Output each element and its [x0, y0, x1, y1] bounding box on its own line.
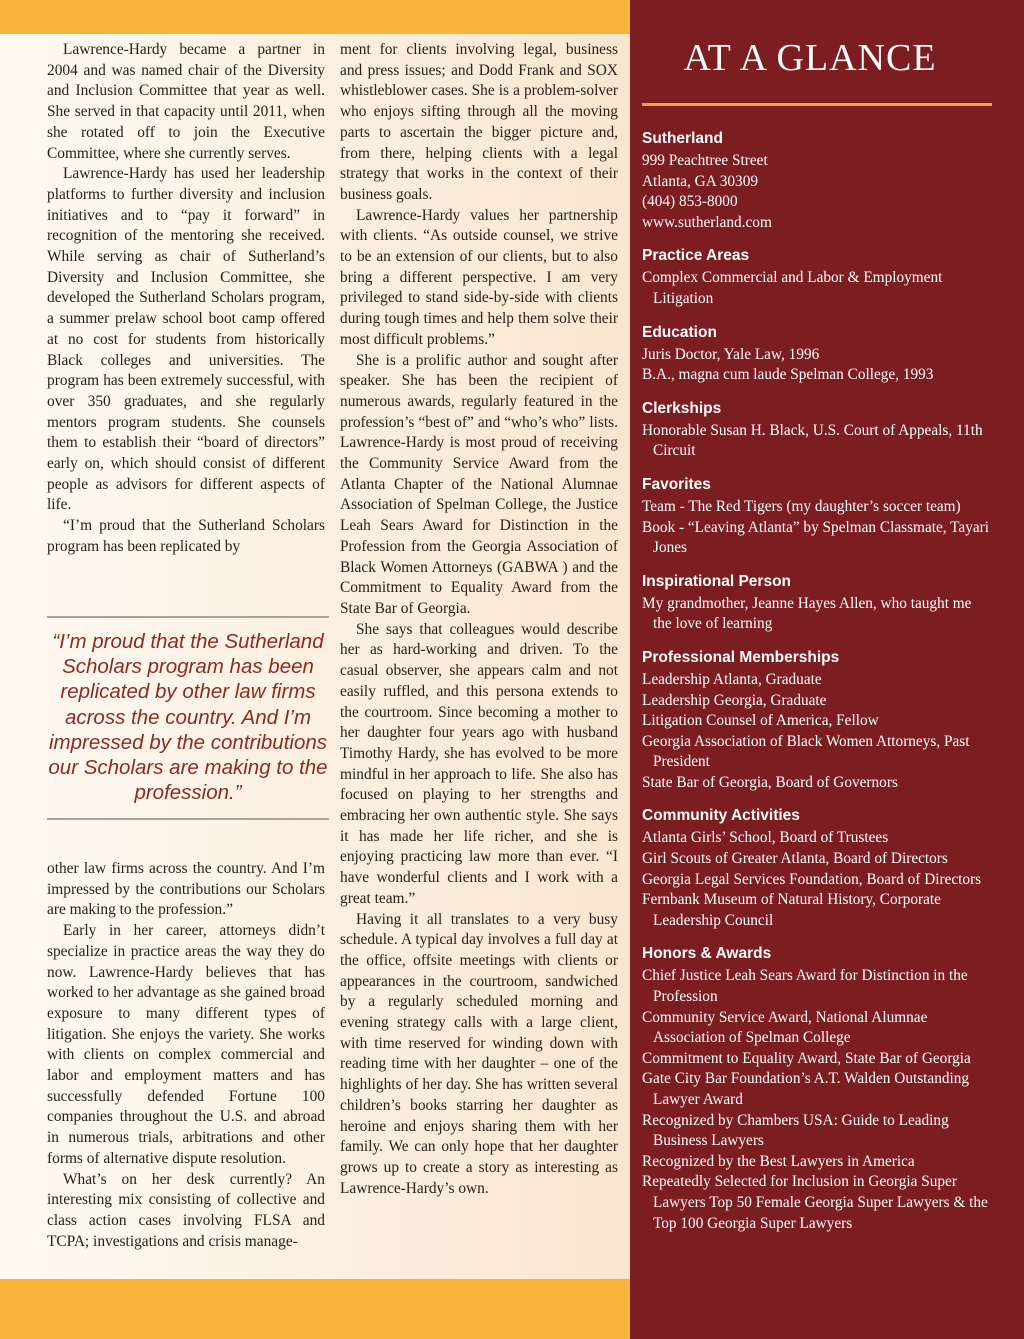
fact-heading: Professional Memberships [642, 648, 840, 666]
fact-line: Girl Scouts of Greater Atlanta, Board of Directors [642, 850, 948, 868]
article-column-1-top [47, 40, 325, 558]
fact-heading: Sutherland [642, 130, 723, 147]
paragraph: Early in her career, attorneys didn’t specialize in practice areas the way they do now. Lawrence-Hardy believes that has worked to her advantage as she gained broad exposure to many different types of litigation. She enjoys the variety. She works with clients on complex commercial and labor and employment matters and has successfully defended Fortune 100 companies throughout the U.S. and abroad in numerous trials, arbitrations and other forms of alternative dispute resolution. [47, 922, 325, 1167]
fact-line: Chief Justice Leah Sears Award for Distinction in the Profession [642, 967, 968, 1006]
fact-line: Litigation Counsel of America, Fellow [642, 712, 879, 730]
top-color-band [0, 0, 630, 34]
fact-section [642, 647, 992, 794]
fact-section [642, 805, 992, 931]
fact-line: My grandmother, Jeanne Hayes Allen, who taught me the love of learning [642, 594, 972, 633]
paragraph-continued: ment for clients involving legal, business and press issues; and Dodd Frank and SOX whistleblower cases. She is a problem-solver who enjoys sifting through all the moving parts to ascertain the bigger picture and, from there, helping clients with a legal strategy that works in the context of their business goals. [340, 41, 618, 203]
fact-line: Recognized by Chambers USA: Guide to Leading Business Lawyers [642, 1111, 949, 1150]
fact-line: Georgia Legal Services Foundation, Board of Directors [642, 870, 982, 888]
fact-line: B.A., magna cum laude Spelman College, 1993 [642, 366, 934, 384]
fact-line: Recognized by the Best Lawyers in America [642, 1152, 915, 1170]
paragraph: Lawrence-Hardy values her partnership with clients. “As outside counsel, we strive to be an extension of our clients, but to also bring a different perspective. I am very privileged to stand side-by-side with clients during tough times and help them solve their most difficult problems.” [340, 206, 618, 348]
fact-heading: Inspirational Person [642, 572, 792, 590]
article-column-1-bottom [47, 859, 325, 1252]
fact-section [642, 128, 992, 233]
paragraph: Having it all translates to a very busy schedule. A typical day involves a full day at the office, offsite meetings with clients or appearances in the courtroom, sandwiched by a regularly scheduled morning and evening strategy calls with a large client, with time reserved for winding down with reading time with her daughter – one of the highlights of her day. She has written several children’s books starring her daughter as heroine and enjoys sharing them with her family. We can only hope that her daughter grows up to create a story as interesting as Lawrence-Hardy’s own. [340, 910, 618, 1197]
fact-section [642, 245, 992, 309]
fact-heading: Clerkships [642, 399, 722, 417]
fact-line: Community Service Award, National Alumnae Association of Spelman College [642, 1008, 928, 1047]
article-column-2 [340, 40, 618, 1199]
fact-section [642, 322, 992, 386]
fact-line: Repeatedly Selected for Inclusion in Georgia Super Lawyers Top 50 Female Georgia Super Lawyers & the Top 100 Georgia Super Lawyers [642, 1173, 988, 1232]
paragraph: Lawrence-Hardy has used her leadership platforms to further diversity and inclusion initiatives and to “pay it forward” in recognition of the mentoring she received. While serving as chair of Sutherland’s Diversity and Inclusion Committee, she developed the Sutherland Scholars program, a summer prelaw school boot camp offered at no cost for students from historically Black colleges and universities. The program has been extremely successful, with over 350 graduates, and she regularly mentors program students. She counsels them to establish their “board of directors” early on, which should consist of different people as advisors for different aspects of life. [47, 165, 325, 514]
fact-line: 999 Peachtree Street [642, 152, 768, 169]
fact-section [642, 943, 992, 1234]
fact-line: (404) 853-8000 [642, 193, 738, 211]
fact-line: Complex Commercial and Labor & Employment Litigation [642, 269, 943, 307]
fact-line: Team - The Red Tigers (my daughter’s soccer team) [642, 497, 961, 515]
fact-section [642, 474, 992, 559]
fact-heading: Education [642, 323, 717, 341]
bottom-color-band [0, 1279, 630, 1339]
paragraph-continued: other law firms across the country. And I’m impressed by the contributions our Scholars are making to the profession.” [47, 860, 325, 919]
fact-line: Honorable Susan H. Black, U.S. Court of Appeals, 11th Circuit [642, 421, 983, 460]
fact-line: Juris Doctor, Yale Law, 1996 [642, 345, 820, 363]
fact-section [642, 398, 992, 462]
fact-heading: Honors & Awards [642, 945, 772, 963]
fact-line: www.sutherland.com [642, 213, 772, 231]
fact-line: Atlanta Girls’ School, Board of Trustees [642, 829, 889, 847]
fact-line: Georgia Association of Black Women Attorneys, Past President [642, 732, 970, 771]
fact-line: Leadership Atlanta, Graduate [642, 670, 822, 688]
paragraph: She says that colleagues would describe her as hard-working and driven. To the casual observer, she appears calm and not easily ruffled, and this persona extends to the courtroom. Since becoming a mother to her daughter four years ago with husband Timothy Hardy, she has evolved to be more mindful in her approach to life. She also has focused on playing to her strengths and embracing her own authentic style. She says it has made her life richer, and she is enjoying practicing law more than ever. “I have wonderful clients and I work with a great team.” [340, 620, 618, 907]
paragraph: What’s on her desk currently? An interesting mix consisting of collective and class action cases involving FLSA and TCPA; investigations and crisis manage- [47, 1170, 325, 1250]
paragraph: She is a prolific author and sought after speaker. She has been the recipient of numerous awards, regularly featured in the profession’s “best of” and “who’s who” lists. Lawrence-Hardy is most proud of receiving the Community Service Award from the Atlanta Chapter of the National Alumnae Association of Spelman College, the Justice Leah Sears Award for Distinction in the Profession from the Georgia Association of Black Women Attorneys (GABWA ) and the Commitment to Equality Award from the State Bar of Georgia. [340, 351, 618, 617]
paragraph: “I’m proud that the Sutherland Scholars program has been replicated by [47, 517, 325, 555]
fact-line: Commitment to Equality Award, State Bar of Georgia [642, 1049, 971, 1067]
paragraph: Lawrence-Hardy became a partner in 2004 and was named chair of the Diversity and Inclusion Committee that year as well. She served in that capacity until 2011, when she rotated off to join the Executive Committee, where she currently serves. [47, 41, 325, 162]
fact-line: State Bar of Georgia, Board of Governors [642, 773, 898, 791]
fact-line: Leadership Georgia, Graduate [642, 691, 827, 709]
fact-line: Gate City Bar Foundation’s A.T. Walden Outstanding Lawyer Award [642, 1070, 970, 1108]
at-a-glance-title: AT A GLANCE [683, 37, 937, 79]
pull-quote: “I’m proud that the Sutherland Scholars program has been replicated by other law firms across the country. And I’m impressed by the contributions our Scholars are making to the profession.” [47, 616, 329, 820]
title-divider [642, 103, 992, 106]
fact-list [642, 128, 992, 1246]
fact-line: Book - “Leaving Atlanta” by Spelman Classmate, Tayari Jones [642, 518, 989, 557]
fact-line: Atlanta, GA 30309 [642, 172, 758, 190]
fact-section [642, 571, 992, 635]
fact-heading: Practice Areas [642, 247, 750, 265]
fact-line: Fernbank Museum of Natural History, Corporate Leadership Council [642, 891, 941, 929]
fact-heading: Favorites [642, 475, 711, 493]
fact-heading: Community Activities [642, 807, 800, 825]
